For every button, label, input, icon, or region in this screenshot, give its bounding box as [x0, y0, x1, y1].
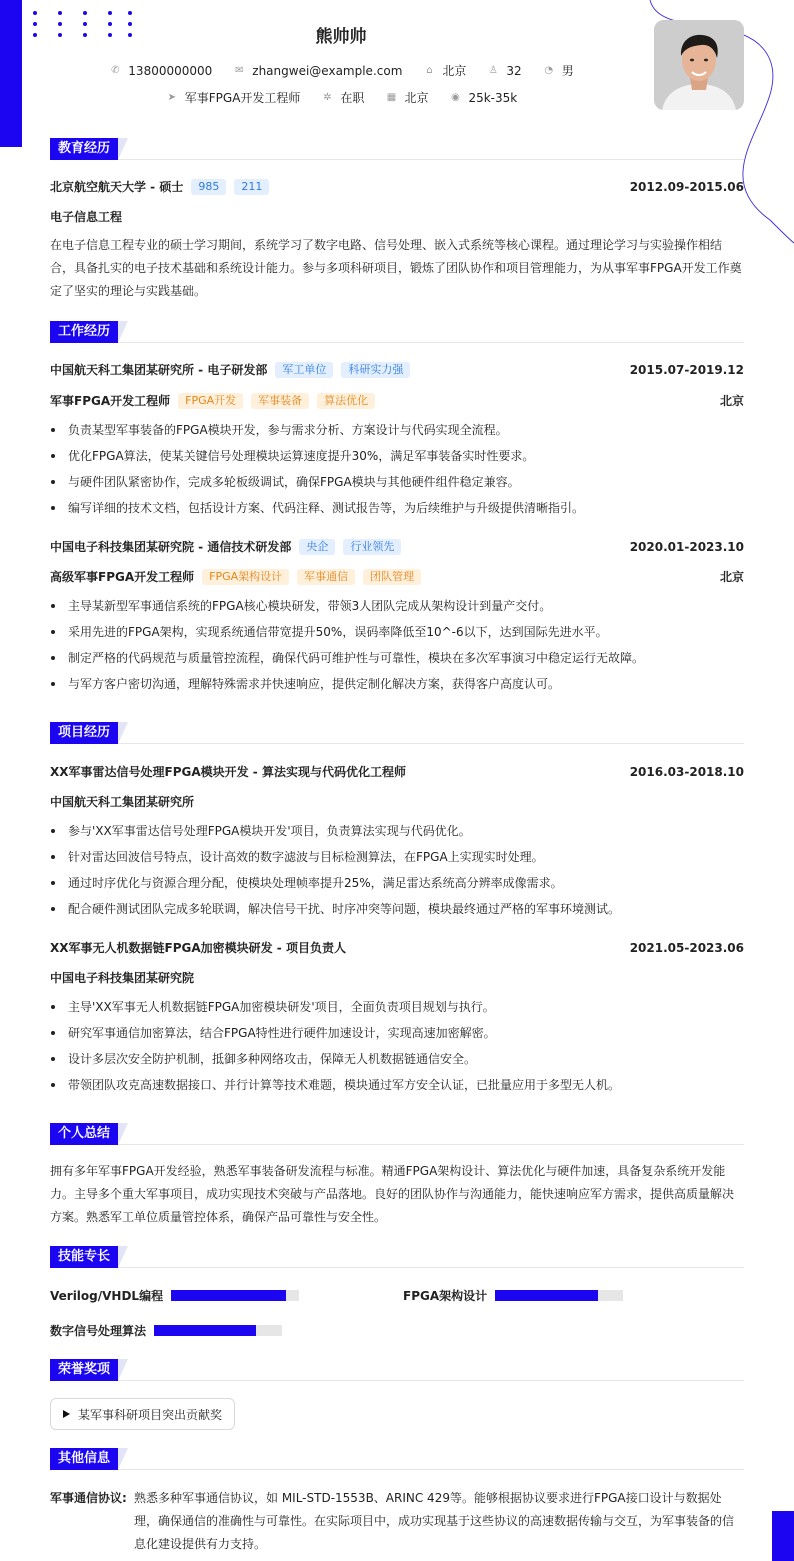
job-title: 高级军事FPGA开发工程师: [50, 570, 195, 584]
work-title-row: [50, 568, 744, 585]
skill-item: [50, 1322, 282, 1339]
target-city-text: 北京: [404, 91, 429, 105]
work-bullets: [50, 417, 744, 521]
phone-info: [108, 64, 212, 78]
project-head: [50, 763, 744, 780]
salary-icon: ◉: [451, 92, 460, 103]
status-info: [320, 89, 364, 106]
status-icon: ✲: [323, 92, 332, 103]
play-icon: [63, 1410, 70, 1418]
award-item[interactable]: [50, 1398, 235, 1430]
section-work-title: 工作经历: [50, 321, 118, 343]
age-text: 32: [506, 63, 522, 78]
company-tag: 行业领先: [343, 539, 401, 555]
list-item: 优化FPGA算法，使某关键信号处理模块运算速度提升30%，满足军事装备实时性要求。: [50, 443, 744, 469]
work-head: [50, 538, 744, 555]
phone-icon: ✆: [111, 65, 120, 76]
work-date: 2015.07-2019.12: [629, 362, 744, 377]
company-name: 中国航天科工集团某研究所 - 电子研发部: [50, 363, 268, 377]
section-projects: [50, 722, 744, 744]
section-other: [50, 1448, 744, 1470]
project-org: 中国航天科工集团某研究所: [50, 795, 195, 809]
major-row: [50, 208, 744, 225]
company-tag: 科研实力强: [341, 362, 410, 378]
project-bullets: [50, 994, 744, 1098]
school-tag: 211: [234, 179, 269, 195]
section-skills-title: 技能专长: [50, 1246, 118, 1268]
project-org: 中国电子科技集团某研究院: [50, 971, 195, 985]
section-work: [50, 321, 744, 343]
work-location: 北京: [719, 570, 744, 584]
project-org-row: [50, 793, 744, 810]
list-item: 与军方客户密切沟通，理解特殊需求并快速响应，提供定制化解决方案，获得客户高度认可。: [50, 671, 744, 697]
list-item: 主导'XX军事无人机数据链FPGA加密模块研发'项目，全面负责项目规划与执行。: [50, 994, 744, 1020]
school-tag: 985: [191, 179, 226, 195]
major-name: 电子信息工程: [50, 210, 123, 224]
job-tag: 军事通信: [297, 569, 355, 585]
status-text: 在职: [340, 91, 365, 105]
company-tag: 央企: [299, 539, 335, 555]
list-item: 设计多层次安全防护机制，抵御多种网络攻击，保障无人机数据链通信安全。: [50, 1046, 744, 1072]
list-item: 负责某型军事装备的FPGA模块开发，参与需求分析、方案设计与代码实现全流程。: [50, 417, 744, 443]
work-title-row: [50, 392, 744, 409]
job-tag: 军事装备: [251, 393, 309, 409]
list-item: 研究军事通信加密算法，结合FPGA特性进行硬件加速设计，实现高速加密解密。: [50, 1020, 744, 1046]
city-text: 北京: [442, 64, 467, 78]
section-summary-title: 个人总结: [50, 1123, 118, 1145]
list-item: 采用先进的FPGA架构，实现系统通信带宽提升50%，误码率降低至10^-6以下，达到国际先进水平。: [50, 619, 744, 645]
work-head: [50, 361, 744, 378]
building-icon: ▦: [386, 92, 397, 103]
job-info: [165, 89, 301, 106]
salary-info: [448, 91, 517, 105]
education-date: 2012.09-2015.06: [629, 179, 744, 194]
section-summary: [50, 1123, 744, 1145]
section-education: [50, 138, 744, 160]
section-education-title: 教育经历: [50, 138, 118, 160]
age-icon: ♙: [488, 65, 498, 76]
section-skills: [50, 1246, 744, 1268]
send-icon: ➤: [167, 92, 176, 103]
skill-name: Verilog/VHDL编程: [50, 1289, 164, 1303]
list-item: 与硬件团队紧密协作，完成多轮板级调试，确保FPGA模块与其他硬件组件稳定兼容。: [50, 469, 744, 495]
gender-icon: ◔: [544, 65, 554, 76]
section-awards: [50, 1359, 744, 1381]
job-text: 军事FPGA开发工程师: [184, 91, 301, 105]
email-text: zhangwei@example.com: [252, 63, 403, 78]
list-item: 制定严格的代码规范与质量管控流程，确保代码可维护性与可靠性，模块在多次军事演习中稳定运行无故障。: [50, 645, 744, 671]
project-org-row: [50, 969, 744, 986]
home-icon: ⌂: [426, 65, 433, 76]
skill-bar-fill: [154, 1325, 256, 1336]
skill-name: 数字信号处理算法: [50, 1324, 147, 1338]
education-description: 在电子信息工程专业的硕士学习期间，系统学习了数字电路、信号处理、嵌入式系统等核心课程。通过理论学习与实验操作相结合，具备扎实的电子技术基础和系统设计能力。参与多项科研项目，锻炼了团队协作和项目管理能力，为从事军事FPGA开发工作奠定了坚实的理论与实践基础。: [50, 238, 742, 298]
company-name: 中国电子科技集团某研究院 - 通信技术研发部: [50, 540, 292, 554]
job-intention-row: [0, 89, 682, 106]
accent-bar-right: [772, 1511, 794, 1561]
list-item: 参与'XX军事雷达信号处理FPGA模块开发'项目，负责算法实现与代码优化。: [50, 818, 744, 844]
skill-bar-fill: [495, 1290, 597, 1301]
skill-bar: [495, 1290, 623, 1301]
list-item: 带领团队攻克高速数据接口、并行计算等技术难题，模块通过军方安全认证，已批量应用于多型无人机。: [50, 1072, 744, 1098]
avatar: [654, 20, 744, 110]
award-name: 某军事科研项目突出贡献奖: [78, 1407, 223, 1422]
work-date: 2020.01-2023.10: [629, 539, 744, 554]
project-date: 2016.03-2018.10: [629, 764, 744, 779]
list-item: 配合硬件测试团队完成多轮联调，解决信号干扰、时序冲突等问题，模块最终通过严格的军事环境测试。: [50, 896, 744, 922]
skill-item: [50, 1287, 299, 1304]
project-date: 2021.05-2023.06: [629, 940, 744, 955]
work-location: 北京: [719, 394, 744, 408]
candidate-name: 熊帅帅: [315, 27, 367, 47]
city-info: [422, 62, 466, 79]
project-name: XX军事无人机数据链FPGA加密模块研发 - 项目负责人: [50, 941, 346, 955]
contact-row: [0, 62, 682, 79]
section-other-title: 其他信息: [50, 1448, 118, 1470]
summary-text: 拥有多年军事FPGA开发经验，熟悉军事装备研发流程与标准。精通FPGA架构设计、算法优化与硬件加速，具备复杂系统开发能力。主导多个重大军事项目，成功实现技术突破与产品落地。良好的团队协作与沟通能力，能快速响应军方需求，提供高质量解决方案。熟悉军工单位质量管控体系，确保产品可靠性与安全性。: [50, 1164, 735, 1224]
work-bullets: [50, 593, 744, 697]
avatar-portrait: [654, 20, 744, 110]
job-title: 军事FPGA开发工程师: [50, 394, 171, 408]
skill-bar: [154, 1325, 282, 1336]
job-tag: FPGA架构设计: [202, 569, 289, 585]
project-bullets: [50, 818, 744, 922]
skill-bar: [171, 1290, 299, 1301]
school-name: 北京航空航天大学 - 硕士: [50, 180, 184, 194]
job-tag: FPGA开发: [178, 393, 243, 409]
job-tag: 团队管理: [363, 569, 421, 585]
company-tag: 军工单位: [275, 362, 333, 378]
salary-text: 25k-35k: [468, 90, 518, 105]
email-info: [232, 64, 402, 78]
project-name: XX军事雷达信号处理FPGA模块开发 - 算法实现与代码优化工程师: [50, 765, 406, 779]
gender-info: [542, 62, 574, 79]
list-item: 编写详细的技术文档，包括设计方案、代码注释、测试报告等，为后续维护与升级提供清晰指引。: [50, 495, 744, 521]
section-awards-title: 荣誉奖项: [50, 1359, 118, 1381]
other-label: 军事通信协议:: [50, 1491, 127, 1505]
project-head: [50, 939, 744, 956]
job-tag: 算法优化: [317, 393, 375, 409]
section-projects-title: 项目经历: [50, 722, 118, 744]
age-info: [486, 64, 521, 78]
list-item: 针对雷达回波信号特点，设计高效的数字滤波与目标检测算法，在FPGA上实现实时处理。: [50, 844, 744, 870]
gender-text: 男: [561, 64, 574, 78]
list-item: 主导某新型军事通信系统的FPGA核心模块研发，带领3人团队完成从架构设计到量产交付。: [50, 593, 744, 619]
skill-name: FPGA架构设计: [403, 1289, 488, 1303]
list-item: 通过时序优化与资源合理分配，使模块处理帧率提升25%，满足雷达系统高分辨率成像需求。: [50, 870, 744, 896]
skill-item: [403, 1287, 623, 1304]
phone-text: 13800000000: [128, 63, 213, 78]
mail-icon: ✉: [235, 65, 244, 76]
target-city-info: [384, 89, 428, 106]
skill-bar-fill: [171, 1290, 286, 1301]
other-text: 熟悉多种军事通信协议，如 MIL-STD-1553B、ARINC 429等。能够根据协议要求进行FPGA接口设计与数据处理，确保通信的准确性与可靠性。在实际项目中，成功实现基于这些协议的高速数据传输与交互，为军事装备的信息化建设提供有力支持。: [134, 1491, 735, 1551]
education-head: [50, 178, 744, 195]
